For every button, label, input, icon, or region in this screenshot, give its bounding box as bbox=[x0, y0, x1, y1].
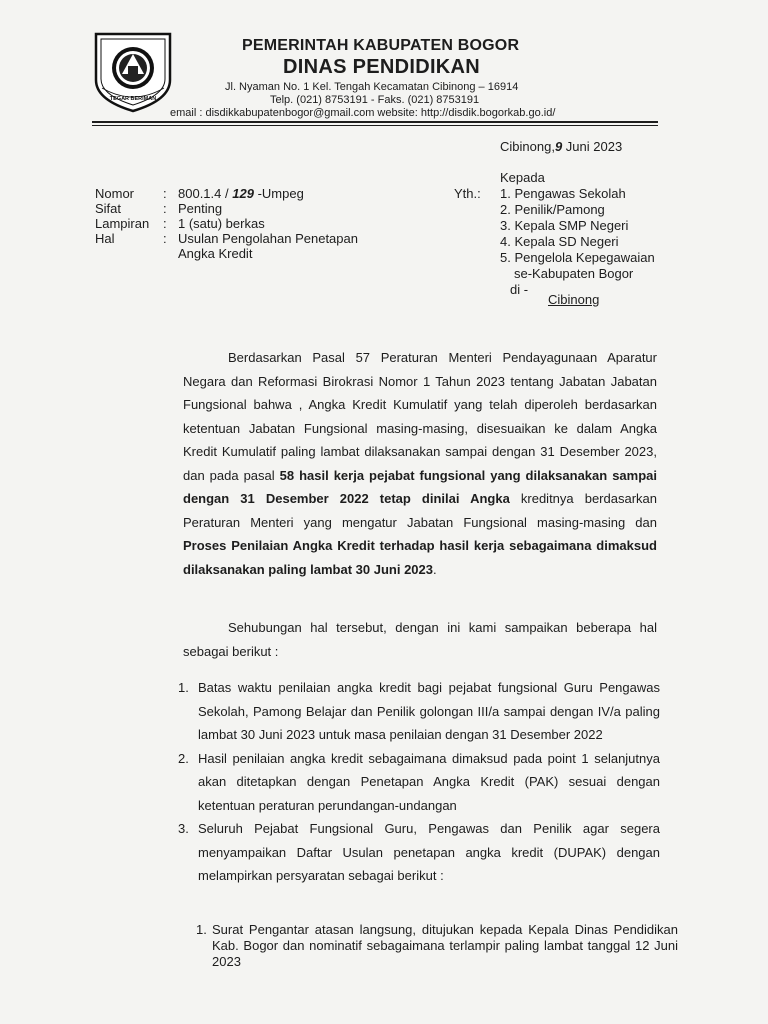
meta-value-sifat: Penting bbox=[178, 201, 223, 216]
dept-name: DINAS PENDIDIKAN bbox=[283, 56, 481, 78]
meta-value-nomor: 800.1.4 / 129 -Umpeg bbox=[178, 186, 304, 201]
phone: Telp. (021) 8753191 - Faks. (021) 8753191 bbox=[270, 94, 480, 106]
recipient-item: 1. Pengawas Sekolah bbox=[500, 186, 626, 201]
header-rule-thick bbox=[92, 121, 658, 123]
handwritten-number: 129 bbox=[232, 186, 254, 201]
org-name: PEMERINTAH KABUPATEN BOGOR bbox=[242, 37, 520, 54]
recipient-item: 4. Kepala SD Negeri bbox=[500, 234, 619, 249]
meta-colon: : bbox=[163, 216, 167, 231]
list-item: 3. Seluruh Pejabat Fungsional Guru, Pengawas dan Penilik agar segera menyampaikan Daftar Usulan penetapan angka kredit (DUPAK) dengan melampirkan persyaratan sebagai berikut : bbox=[178, 821, 660, 883]
meta-colon: : bbox=[163, 201, 167, 216]
recipient-item: 2. Penilik/Pamong bbox=[500, 202, 605, 217]
main-list bbox=[178, 676, 660, 888]
meta-value-lampiran: 1 (satu) berkas bbox=[178, 216, 265, 231]
meta-label-sifat: Sifat bbox=[95, 201, 122, 216]
yth-label: Yth.: bbox=[454, 186, 481, 201]
meta-label-nomor: Nomor bbox=[95, 186, 135, 201]
meta-value-hal: Usulan Pengolahan Penetapan bbox=[178, 231, 358, 246]
meta-value-hal-cont: Angka Kredit bbox=[178, 246, 253, 261]
recipient-item: 3. Kepala SMP Negeri bbox=[500, 218, 629, 233]
logo-motto: TEGAR BERIMAN bbox=[109, 96, 157, 102]
recipient-di: di - bbox=[510, 282, 529, 297]
recipient-city: Cibinong bbox=[548, 292, 600, 307]
meta-colon: : bbox=[163, 231, 167, 246]
list-item: 1. Batas waktu penilaian angka kredit bagi pejabat fungsional Guru Pengawas Sekolah, Pamong Belajar dan Penilik golongan III/a sampai dengan IV/a paling lambat 30 Juni 2023 untuk masa penilaian dengan 31 Desember 2022 bbox=[178, 680, 660, 742]
bogor-regency-logo bbox=[92, 30, 174, 114]
handwritten-day: 9 bbox=[554, 139, 563, 154]
list-item: 2. Hasil penilaian angka kredit sebagaimana dimaksud pada point 1 selanjutnya akan ditetapkan dengan Penetapan Angka Kredit (PAK) sesuai dengan ketentuan peraturan perundangan-undangan bbox=[178, 750, 660, 813]
meta-colon: : bbox=[163, 186, 167, 201]
sub-list bbox=[196, 922, 678, 970]
body-paragraph-1: Berdasarkan Pasal 57 Peraturan Menteri Pendayagunaan Aparatur Negara dan Reformasi Birokrasi Nomor 1 Tahun 2023 tentang Jabatan Jabatan Fungsional bahwa , Angka Kredit Kumulatif yang telah diperoleh berdasarkan ketentuan Jabatan Fungsional masing-masing, disesuaikan ke dalam Angka Kredit Kumulatif paling lambat dilaksanakan sampai dengan 31 Desember 2023, dan pada pasal 58 hasil kerja pejabat fungsional yang dilaksanakan sampai dengan 31 Desember 2022 tetap dinilai Angka kreditnya berdasarkan Peraturan Menteri yang mengatur Jabatan Fungsional masing-masing dan Proses Penilaian Angka Kredit terhadap hasil kerja sebagaimana dimaksud dilaksanakan paling lambat 30 Juni 2023. bbox=[183, 350, 657, 577]
kepada-label: Kepada bbox=[500, 170, 545, 185]
recipient-item: 5. Pengelola Kepegawaian bbox=[500, 250, 655, 265]
sub-list-item: 1. Surat Pengantar atasan langsung, ditujukan kepada Kepala Dinas Pendidikan Kab. Bogor dan nominatif sebagaimana terlampir paling lambat tanggal 12 Juni 2023 bbox=[196, 922, 678, 969]
recipient-region: se-Kabupaten Bogor bbox=[514, 266, 634, 281]
meta-label-hal: Hal bbox=[95, 231, 115, 246]
address: Jl. Nyaman No. 1 Kel. Tengah Kecamatan Cibinong – 16914 bbox=[225, 81, 519, 93]
contact-line: email : disdikkabupatenbogor@gmail.com website: http://disdik.bogorkab.go.id/ bbox=[170, 107, 556, 119]
letter-date: Cibinong,9 Juni 2023 bbox=[500, 139, 623, 154]
meta-label-lampiran: Lampiran bbox=[95, 216, 150, 231]
body-paragraph-2: Sehubungan hal tersebut, dengan ini kami sampaikan beberapa hal sebagai berikut : bbox=[183, 620, 657, 659]
header-rule-thin bbox=[92, 125, 658, 126]
